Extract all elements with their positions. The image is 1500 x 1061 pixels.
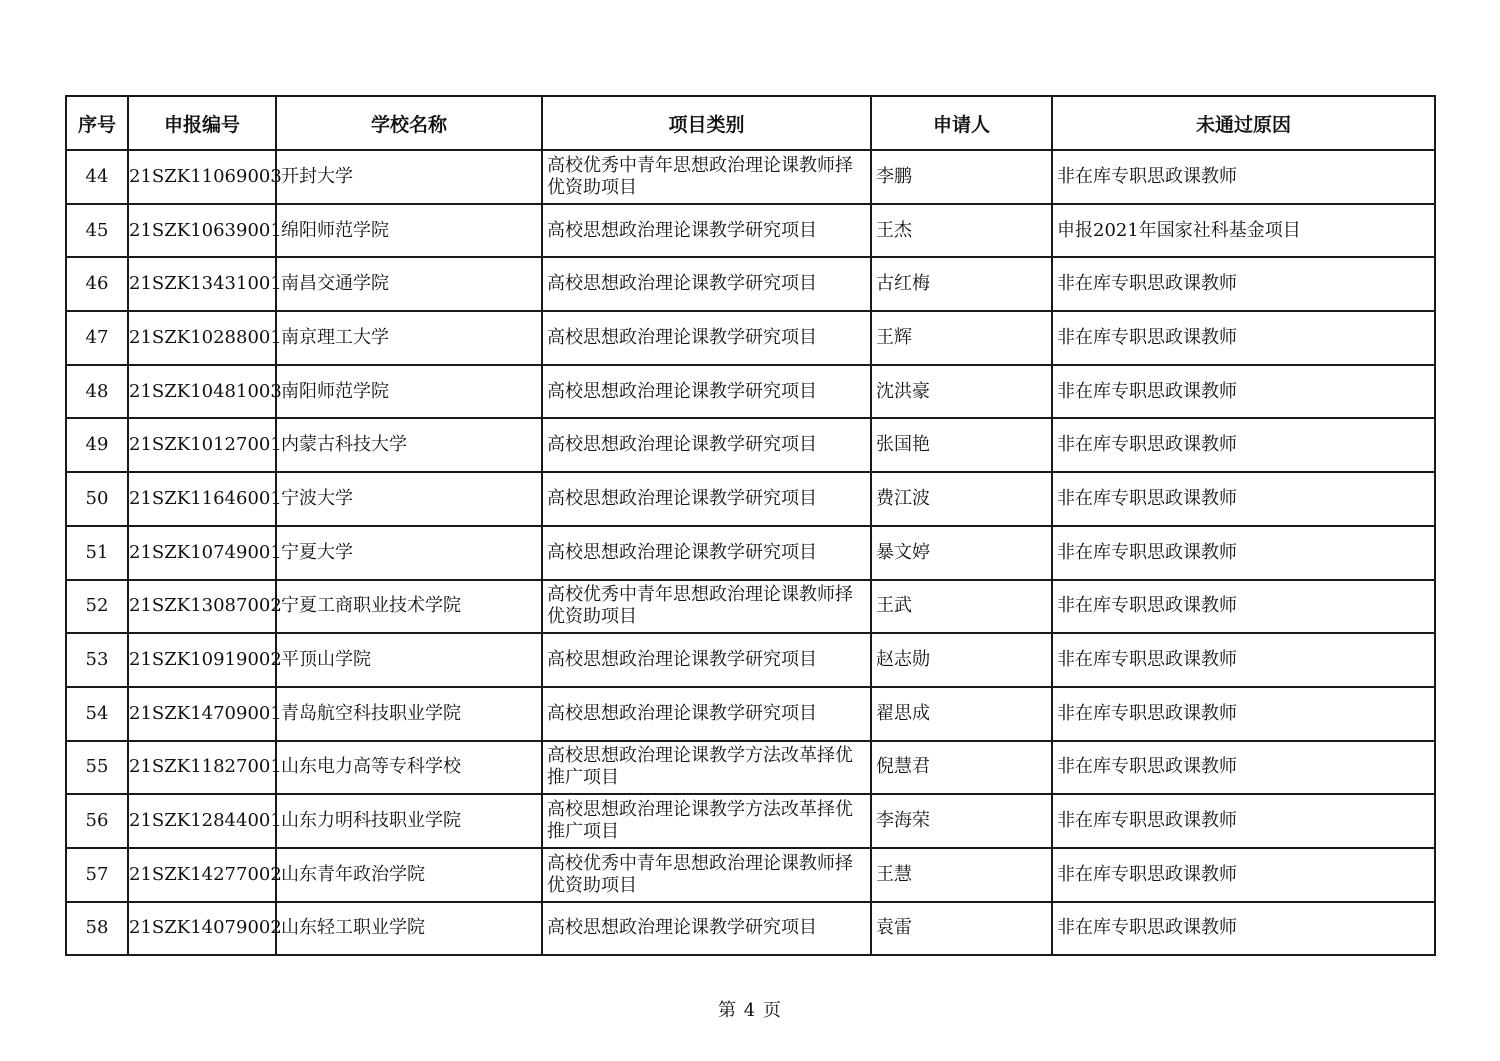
cell-school: 南昌交通学院 xyxy=(276,257,542,311)
cell-school: 开封大学 xyxy=(276,150,542,204)
header-category: 项目类别 xyxy=(542,96,871,150)
cell-category: 高校思想政治理论课教学研究项目 xyxy=(542,418,871,472)
cell-applicant: 赵志勋 xyxy=(871,633,1052,687)
rejection-table xyxy=(65,95,1436,956)
cell-seq: 47 xyxy=(66,311,128,365)
cell-category: 高校思想政治理论课教学研究项目 xyxy=(542,204,871,258)
cell-applicant: 翟思成 xyxy=(871,687,1052,741)
header-code: 申报编号 xyxy=(128,96,276,150)
cell-seq: 51 xyxy=(66,526,128,580)
cell-school: 宁夏工商职业技术学院 xyxy=(276,580,542,634)
cell-school: 山东轻工职业学院 xyxy=(276,902,542,956)
cell-reason: 非在库专职思政课教师 xyxy=(1052,687,1435,741)
cell-applicant: 张国艳 xyxy=(871,418,1052,472)
cell-school: 山东青年政治学院 xyxy=(276,848,542,902)
table-row xyxy=(66,365,1435,419)
cell-seq: 56 xyxy=(66,794,128,848)
table-row xyxy=(66,418,1435,472)
cell-school: 青岛航空科技职业学院 xyxy=(276,687,542,741)
cell-code: 21SZK10288001 xyxy=(128,311,276,365)
cell-applicant: 王辉 xyxy=(871,311,1052,365)
cell-school: 南京理工大学 xyxy=(276,311,542,365)
cell-applicant: 李海荣 xyxy=(871,794,1052,848)
cell-school: 内蒙古科技大学 xyxy=(276,418,542,472)
cell-code: 21SZK11069003 xyxy=(128,150,276,204)
cell-code: 21SZK14079002 xyxy=(128,902,276,956)
table-row xyxy=(66,472,1435,526)
table-row xyxy=(66,150,1435,204)
cell-reason: 非在库专职思政课教师 xyxy=(1052,311,1435,365)
cell-code: 21SZK10639001 xyxy=(128,204,276,258)
cell-school: 平顶山学院 xyxy=(276,633,542,687)
cell-reason: 非在库专职思政课教师 xyxy=(1052,741,1435,795)
cell-reason: 非在库专职思政课教师 xyxy=(1052,848,1435,902)
table-row xyxy=(66,580,1435,634)
table-row xyxy=(66,741,1435,795)
cell-seq: 46 xyxy=(66,257,128,311)
header-reason: 未通过原因 xyxy=(1052,96,1435,150)
cell-category: 高校优秀中青年思想政治理论课教师择优资助项目 xyxy=(542,580,871,634)
cell-code: 21SZK11827001 xyxy=(128,741,276,795)
cell-category: 高校思想政治理论课教学研究项目 xyxy=(542,687,871,741)
cell-category: 高校思想政治理论课教学研究项目 xyxy=(542,902,871,956)
cell-code: 21SZK14709001 xyxy=(128,687,276,741)
cell-reason: 非在库专职思政课教师 xyxy=(1052,150,1435,204)
cell-reason: 申报2021年国家社科基金项目 xyxy=(1052,204,1435,258)
cell-school: 南阳师范学院 xyxy=(276,365,542,419)
cell-reason: 非在库专职思政课教师 xyxy=(1052,902,1435,956)
cell-seq: 55 xyxy=(66,741,128,795)
cell-code: 21SZK10127001 xyxy=(128,418,276,472)
cell-applicant: 倪慧君 xyxy=(871,741,1052,795)
cell-reason: 非在库专职思政课教师 xyxy=(1052,580,1435,634)
cell-category: 高校思想政治理论课教学研究项目 xyxy=(542,526,871,580)
header-school: 学校名称 xyxy=(276,96,542,150)
table-row xyxy=(66,848,1435,902)
cell-applicant: 沈洪豪 xyxy=(871,365,1052,419)
cell-code: 21SZK10481003 xyxy=(128,365,276,419)
cell-seq: 44 xyxy=(66,150,128,204)
cell-school: 宁波大学 xyxy=(276,472,542,526)
cell-reason: 非在库专职思政课教师 xyxy=(1052,418,1435,472)
cell-category: 高校思想政治理论课教学方法改革择优推广项目 xyxy=(542,794,871,848)
table-row xyxy=(66,794,1435,848)
table-row xyxy=(66,311,1435,365)
cell-seq: 53 xyxy=(66,633,128,687)
cell-seq: 58 xyxy=(66,902,128,956)
cell-seq: 48 xyxy=(66,365,128,419)
cell-category: 高校优秀中青年思想政治理论课教师择优资助项目 xyxy=(542,848,871,902)
cell-applicant: 古红梅 xyxy=(871,257,1052,311)
cell-code: 21SZK12844001 xyxy=(128,794,276,848)
cell-category: 高校思想政治理论课教学研究项目 xyxy=(542,633,871,687)
cell-seq: 57 xyxy=(66,848,128,902)
cell-seq: 54 xyxy=(66,687,128,741)
cell-code: 21SZK14277002 xyxy=(128,848,276,902)
table-row xyxy=(66,257,1435,311)
cell-reason: 非在库专职思政课教师 xyxy=(1052,472,1435,526)
table-row xyxy=(66,687,1435,741)
cell-category: 高校思想政治理论课教学研究项目 xyxy=(542,257,871,311)
cell-school: 山东电力高等专科学校 xyxy=(276,741,542,795)
header-applicant: 申请人 xyxy=(871,96,1052,150)
header-row xyxy=(66,96,1435,150)
table-body xyxy=(66,150,1435,955)
cell-school: 宁夏大学 xyxy=(276,526,542,580)
table-row xyxy=(66,633,1435,687)
cell-applicant: 李鹏 xyxy=(871,150,1052,204)
cell-code: 21SZK13431001 xyxy=(128,257,276,311)
cell-reason: 非在库专职思政课教师 xyxy=(1052,365,1435,419)
cell-reason: 非在库专职思政课教师 xyxy=(1052,526,1435,580)
cell-applicant: 王武 xyxy=(871,580,1052,634)
cell-category: 高校思想政治理论课教学研究项目 xyxy=(542,472,871,526)
cell-code: 21SZK10919002 xyxy=(128,633,276,687)
table-row xyxy=(66,902,1435,956)
cell-applicant: 王慧 xyxy=(871,848,1052,902)
cell-reason: 非在库专职思政课教师 xyxy=(1052,257,1435,311)
table-header xyxy=(66,96,1435,150)
cell-code: 21SZK11646001 xyxy=(128,472,276,526)
table-row xyxy=(66,204,1435,258)
cell-applicant: 袁雷 xyxy=(871,902,1052,956)
cell-category: 高校思想政治理论课教学方法改革择优推广项目 xyxy=(542,741,871,795)
cell-applicant: 暴文婷 xyxy=(871,526,1052,580)
cell-school: 山东力明科技职业学院 xyxy=(276,794,542,848)
header-seq: 序号 xyxy=(66,96,128,150)
cell-code: 21SZK13087002 xyxy=(128,580,276,634)
cell-category: 高校思想政治理论课教学研究项目 xyxy=(542,365,871,419)
cell-reason: 非在库专职思政课教师 xyxy=(1052,794,1435,848)
table-row xyxy=(66,526,1435,580)
cell-seq: 45 xyxy=(66,204,128,258)
cell-school: 绵阳师范学院 xyxy=(276,204,542,258)
page-number: 第 4 页 xyxy=(718,1000,782,1021)
cell-category: 高校思想政治理论课教学研究项目 xyxy=(542,311,871,365)
cell-applicant: 王杰 xyxy=(871,204,1052,258)
cell-seq: 52 xyxy=(66,580,128,634)
cell-seq: 50 xyxy=(66,472,128,526)
cell-seq: 49 xyxy=(66,418,128,472)
cell-category: 高校优秀中青年思想政治理论课教师择优资助项目 xyxy=(542,150,871,204)
cell-reason: 非在库专职思政课教师 xyxy=(1052,633,1435,687)
cell-code: 21SZK10749001 xyxy=(128,526,276,580)
cell-applicant: 费江波 xyxy=(871,472,1052,526)
